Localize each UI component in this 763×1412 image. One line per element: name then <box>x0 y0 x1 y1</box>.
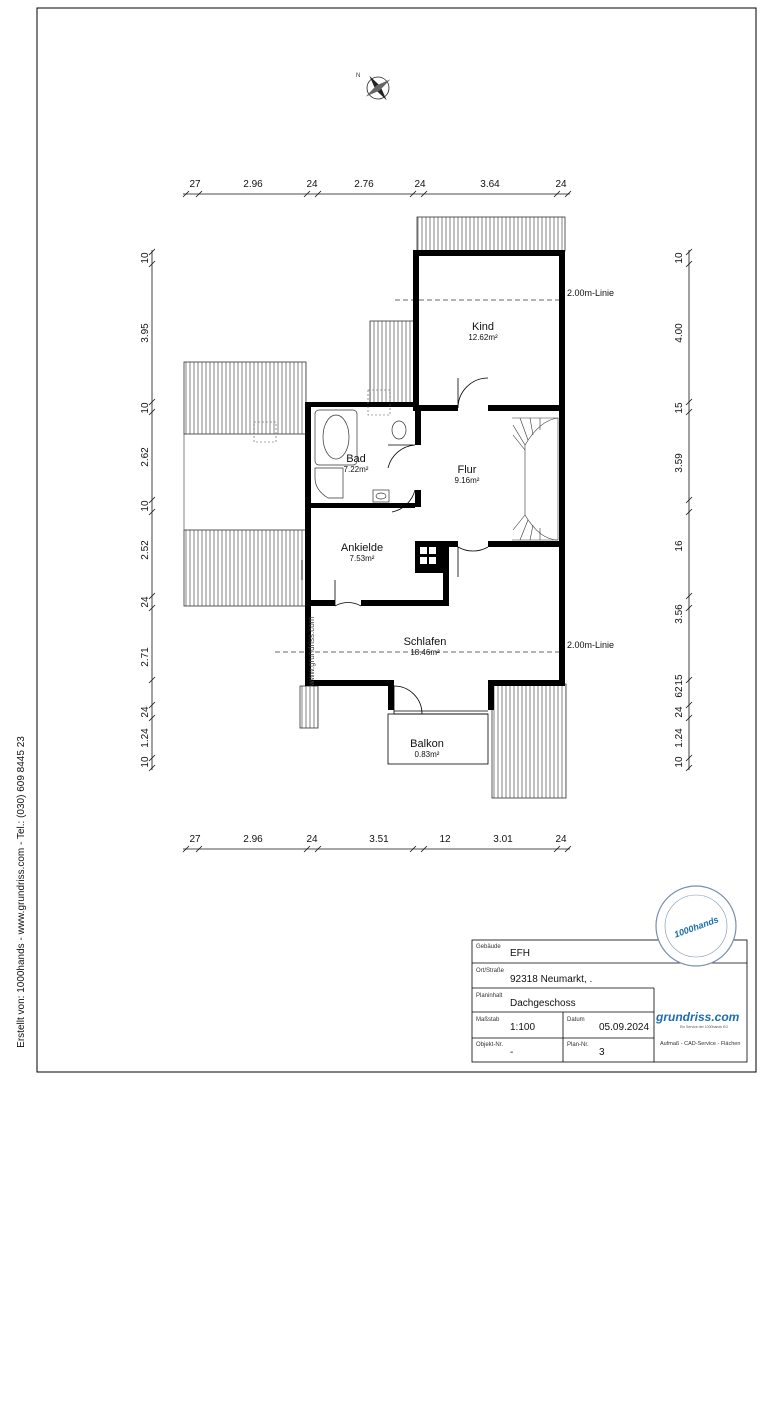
room-area: 7.53m² <box>349 554 375 563</box>
stamp-text: 1000hands <box>672 914 720 940</box>
height-lines <box>275 300 565 652</box>
title-value: 3 <box>599 1047 605 1058</box>
dimension-label: 1.24 <box>674 728 685 748</box>
title-value: 1:100 <box>510 1022 536 1033</box>
room-area: 9.16m² <box>454 476 480 485</box>
dimension-label: 24 <box>674 706 685 718</box>
dimension-label: 24 <box>414 179 426 190</box>
dimension-label: 2.71 <box>140 647 151 667</box>
room-labels <box>341 321 498 759</box>
title-label: Objekt-Nr. <box>476 1042 504 1048</box>
dimension-label: 15 <box>674 402 685 414</box>
room-name: Balkon <box>410 738 444 750</box>
dimension-label: 16 <box>674 540 685 552</box>
title-label: Datum <box>567 1017 585 1023</box>
dimension-label: 10 <box>140 402 151 414</box>
title-label: Plan-Nr. <box>567 1042 589 1048</box>
dimension-label: 27 <box>189 179 201 190</box>
dimension-label: 3.51 <box>369 834 389 845</box>
dimension-label: 24 <box>555 834 567 845</box>
title-label: Maßstab <box>476 1017 500 1023</box>
title-label: Planinhalt <box>476 993 503 999</box>
room-area: 7.22m² <box>343 465 369 474</box>
dimension-label: 10 <box>674 756 685 768</box>
room-name: Schlafen <box>403 636 447 648</box>
dimension-label: 12 <box>439 834 451 845</box>
dimension-label: 62 <box>674 686 685 698</box>
dimension-label: 3.64 <box>480 179 500 190</box>
brand-logo: grundriss.com <box>656 1010 740 1024</box>
dimension-label: 4.00 <box>674 323 685 343</box>
dimension-label: 2.52 <box>140 540 151 560</box>
dimension-label: 3.59 <box>674 453 685 473</box>
dimension-label: 2.96 <box>243 834 263 845</box>
title-label: Gebäude <box>476 944 501 950</box>
dimension-label: 2.96 <box>243 179 263 190</box>
brand-services: Aufmaß - CAD-Service - Flächen <box>660 1041 741 1047</box>
dimension-label: 24 <box>306 179 318 190</box>
svg-text:N: N <box>356 73 361 79</box>
room-name: Bad <box>346 453 366 465</box>
dimension-label: 1.24 <box>140 728 151 748</box>
dimension-label: 27 <box>189 834 201 845</box>
room-area: 0.83m² <box>414 750 440 759</box>
dimension-label: 10 <box>140 252 151 264</box>
height-line-label: 2.00m-Linie <box>567 288 615 298</box>
room-area: 12.62m² <box>468 333 498 342</box>
title-value: 92318 Neumarkt, . <box>510 974 593 985</box>
height-line-label: 2.00m-Linie <box>567 640 615 650</box>
dimension-label: 3.95 <box>140 323 151 343</box>
dimension-label: 24 <box>306 834 318 845</box>
dimension-label: 2.62 <box>140 447 151 467</box>
sheet-border <box>37 8 756 1072</box>
brand-subtitle: Ein Service der 1000hands KG <box>680 1025 729 1029</box>
dimension-label: 10 <box>140 500 151 512</box>
dimension-label: 24 <box>140 706 151 718</box>
title-value: EFH <box>510 948 530 959</box>
dimension-label: 10 <box>674 252 685 264</box>
title-value: Dachgeschoss <box>510 998 576 1009</box>
dimension-label: 3.56 <box>674 604 685 624</box>
room-name: Kind <box>471 321 495 333</box>
room-name: Flur <box>457 464 477 476</box>
dimension-label: 3.01 <box>493 834 513 845</box>
title-value: - <box>510 1047 514 1058</box>
watermark-text: www.grundriss.com <box>307 616 316 686</box>
dimension-label: 24 <box>140 596 151 608</box>
title-value: 05.09.2024 <box>599 1022 650 1033</box>
room-name: Ankielde <box>340 542 384 554</box>
north-arrow-icon <box>356 73 392 102</box>
dimension-label: 15 <box>674 674 685 686</box>
stamp-icon <box>656 886 736 966</box>
creator-info: Erstellt von: 1000hands - www.grundriss.com - Tel.: (030) 609 8445 23 <box>16 736 27 1048</box>
dimension-label: 24 <box>555 179 567 190</box>
dimension-label: 2.76 <box>354 179 374 190</box>
dimension-label: 10 <box>140 756 151 768</box>
room-area: 18.46m² <box>410 648 440 657</box>
title-label: Ort/Straße <box>476 968 505 974</box>
staircase <box>512 418 558 540</box>
